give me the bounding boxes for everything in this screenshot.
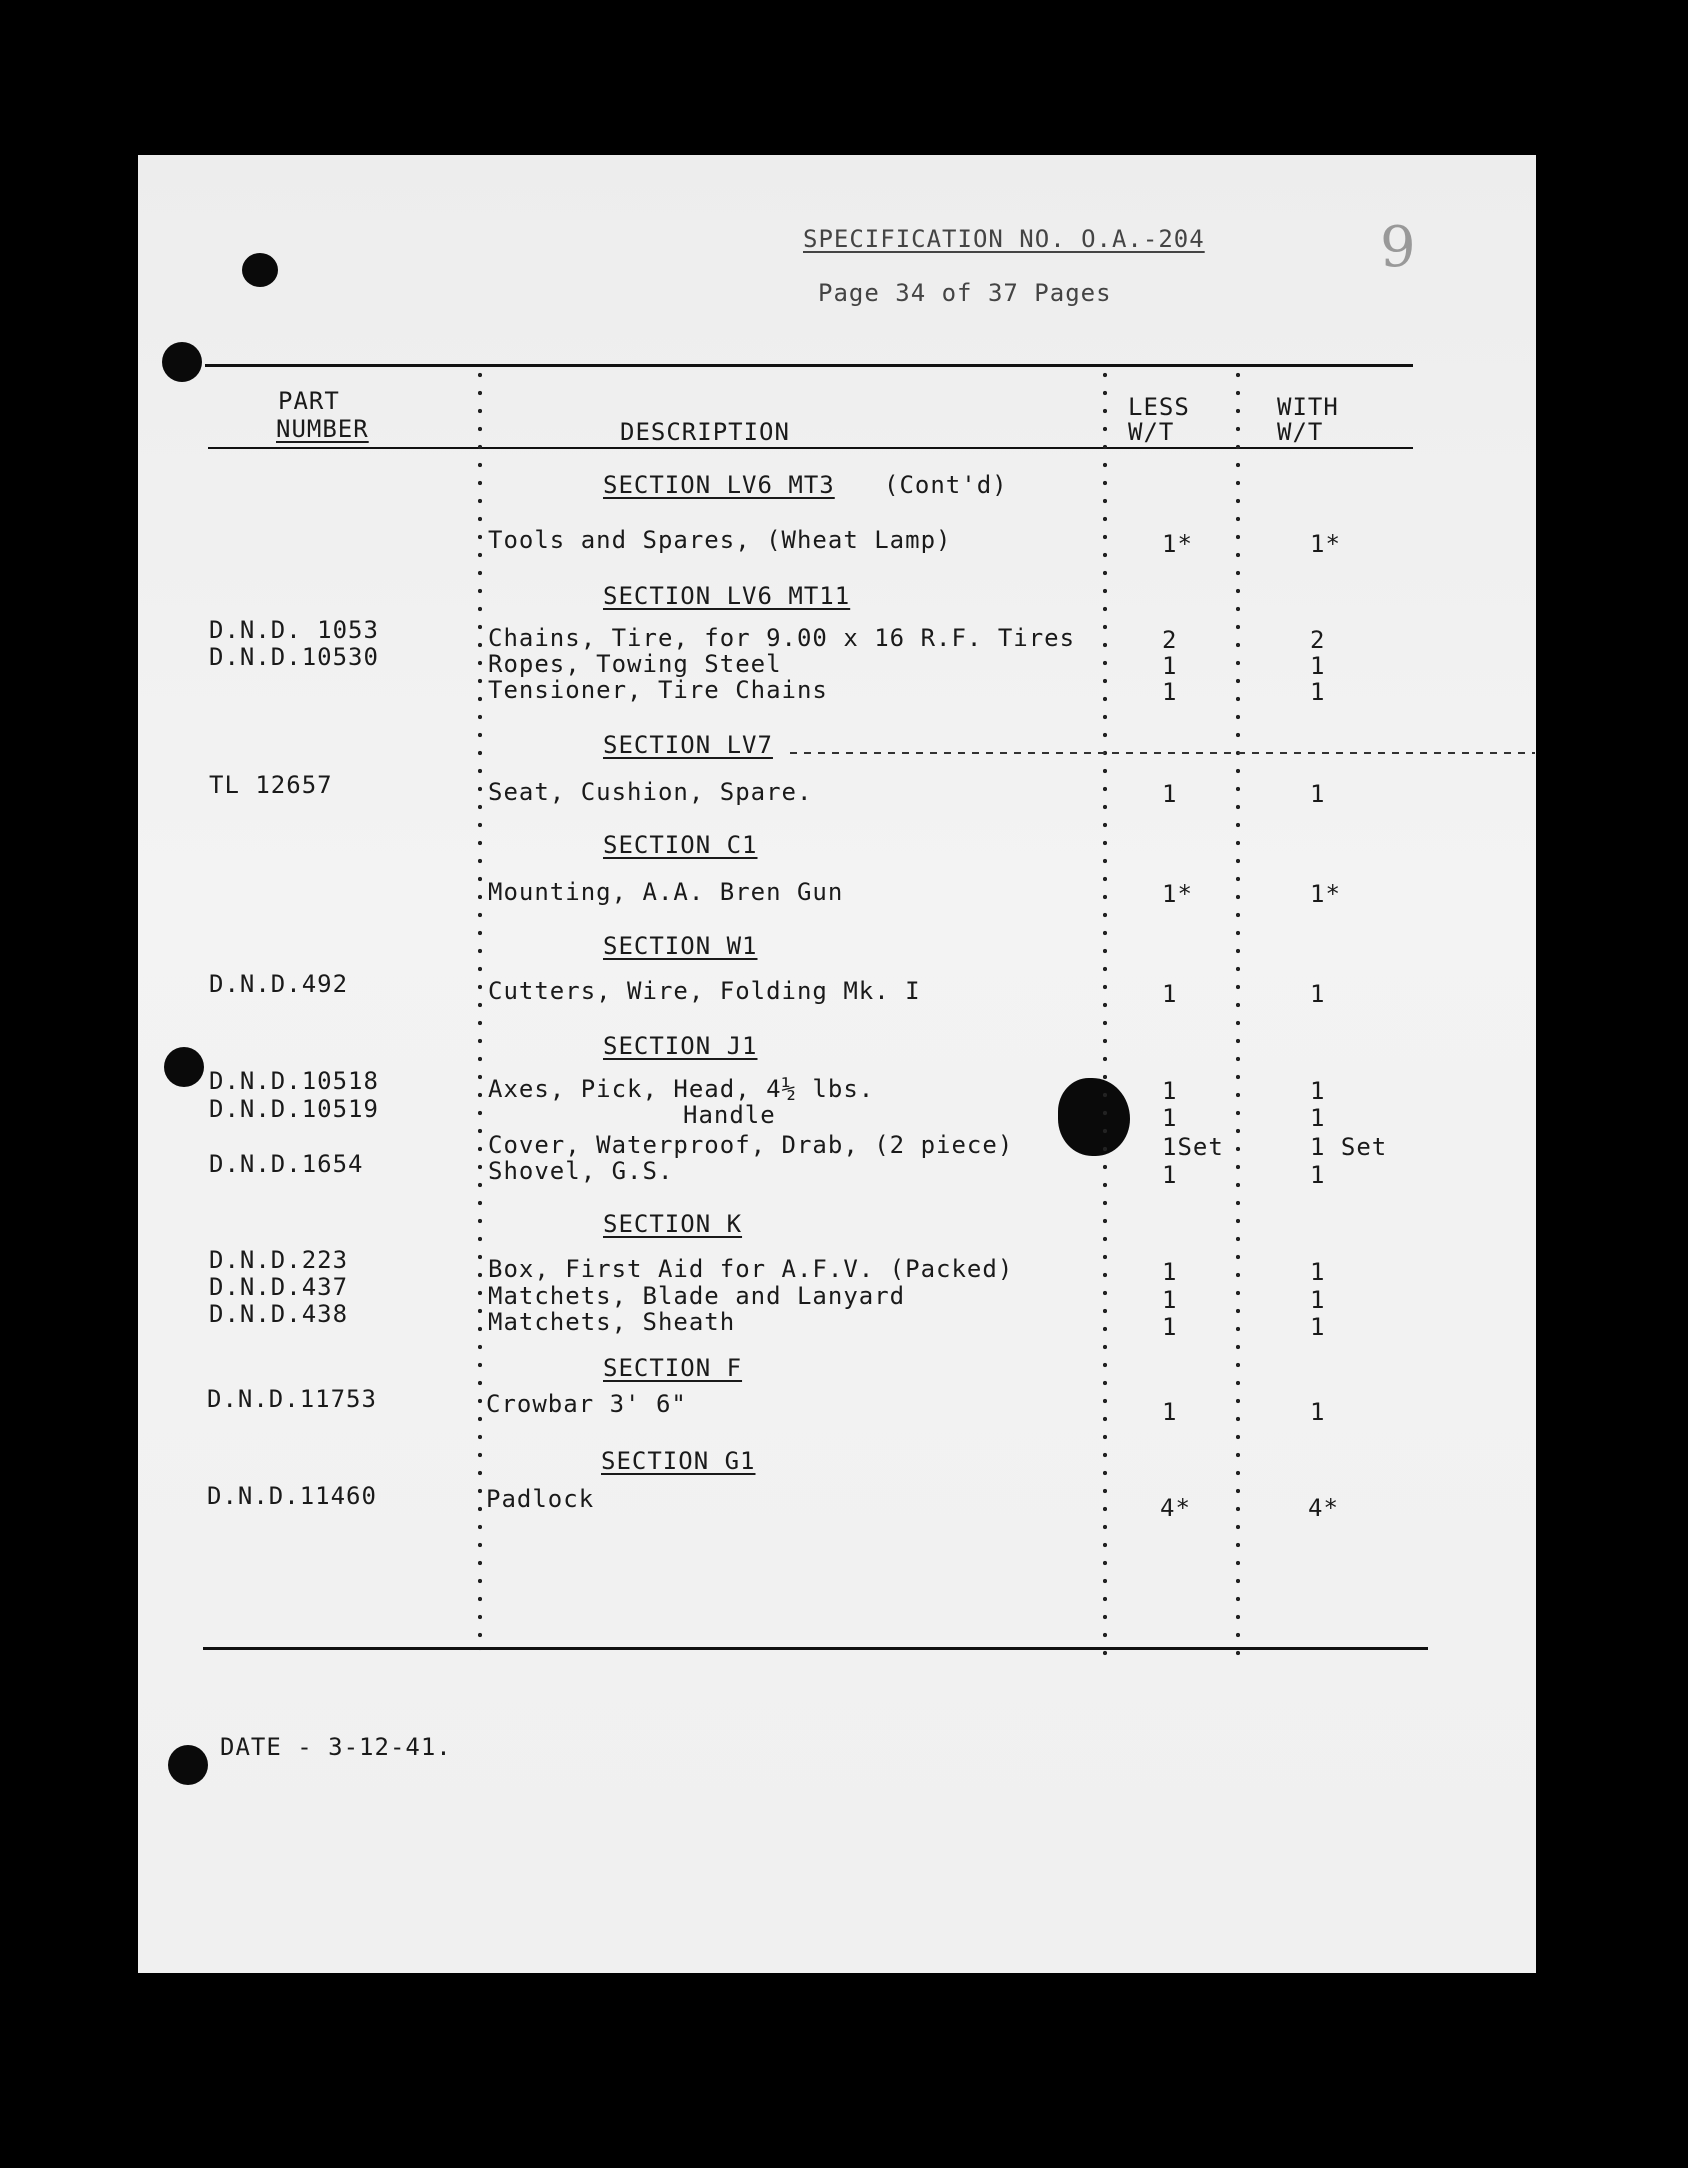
item-description: Matchets, Blade and Lanyard [488,1282,906,1310]
section-heading: SECTION G1 [601,1447,756,1475]
item-description: Cutters, Wire, Folding Mk. I [488,977,921,1005]
less-wt-qty: 1 [1162,1161,1178,1189]
part-header-line2: NUMBER [276,415,369,443]
part-number: D.N.D.10518 [209,1067,379,1095]
specification-number: SPECIFICATION NO. O.A.-204 [803,225,1205,253]
with-wt-qty: 2 [1310,626,1326,654]
part-header-line1: PART [278,387,340,415]
part-number: D.N.D.492 [209,970,349,998]
item-description: Handle [683,1101,776,1129]
item-description: Crowbar 3' 6" [486,1390,687,1418]
with-wt-qty: 1 [1310,1313,1326,1341]
item-description: Ropes, Towing Steel [488,650,782,678]
item-description: Cover, Waterproof, Drab, (2 piece) [488,1131,1014,1159]
with-wt-header-line2: W/T [1277,418,1324,446]
part-number: D.N.D.1654 [209,1150,364,1178]
part-number: D.N.D.10530 [209,643,379,671]
less-wt-qty: 1 [1162,1077,1178,1105]
less-wt-qty: 1 [1162,980,1178,1008]
section-heading: SECTION LV6 MT3 [603,471,835,499]
column-separator [1103,366,1107,1666]
item-description: Chains, Tire, for 9.00 x 16 R.F. Tires [488,624,1076,652]
item-description: Shovel, G.S. [488,1157,674,1185]
item-description: Mounting, A.A. Bren Gun [488,878,844,906]
document-date: DATE - 3-12-41. [220,1733,452,1761]
less-wt-qty: 1 [1162,678,1178,706]
item-description: Box, First Aid for A.F.V. (Packed) [488,1255,1014,1283]
header-bottom-rule [208,447,1413,449]
with-wt-qty: 1 [1310,1286,1326,1314]
with-wt-header-line1: WITH [1277,393,1339,421]
section-heading: SECTION J1 [603,1032,758,1060]
less-wt-qty: 1 [1162,1313,1178,1341]
punch-hole [164,1047,204,1087]
table-bottom-rule [203,1647,1428,1650]
less-wt-qty: 1 [1162,1104,1178,1132]
less-wt-qty: 1* [1162,530,1193,558]
with-wt-qty: 1* [1310,880,1341,908]
with-wt-qty: 1 [1310,652,1326,680]
part-number: TL 12657 [209,771,333,799]
less-wt-qty: 4* [1160,1494,1191,1522]
item-description: Seat, Cushion, Spare. [488,778,813,806]
item-description: Axes, Pick, Head, 4½ lbs. [488,1075,875,1103]
ink-blot [1058,1078,1130,1156]
part-number: D.N.D.10519 [209,1095,379,1123]
with-wt-qty: 1 [1310,1258,1326,1286]
section-heading: SECTION LV7 [603,731,773,759]
less-wt-header-line1: LESS [1128,393,1190,421]
with-wt-qty: 1 [1310,980,1326,1008]
with-wt-qty: 1 [1310,780,1326,808]
item-description: Tensioner, Tire Chains [488,676,828,704]
part-number: D.N.D.223 [209,1246,349,1274]
table-top-rule [205,364,1413,367]
less-wt-qty: 1 [1162,652,1178,680]
with-wt-qty: 4* [1308,1494,1339,1522]
part-number: D.N.D.438 [209,1300,349,1328]
description-header: DESCRIPTION [620,418,790,446]
with-wt-qty: 1 [1310,678,1326,706]
with-wt-qty: 1 [1310,1077,1326,1105]
column-separator [478,366,482,1651]
less-wt-qty: 1 [1162,1286,1178,1314]
less-wt-qty: 1 [1162,1258,1178,1286]
less-wt-qty: 1* [1162,880,1193,908]
section-heading: SECTION F [603,1354,743,1382]
item-description: Padlock [486,1485,595,1513]
part-number: D.N.D.11753 [207,1385,377,1413]
item-description: Tools and Spares, (Wheat Lamp) [488,526,952,554]
punch-hole [162,342,202,382]
section-heading-suffix: (Cont'd) [884,471,1008,499]
part-number: D.N.D.437 [209,1273,349,1301]
folio-number: 9 [1380,215,1417,280]
punch-hole [168,1745,208,1785]
less-wt-header-line2: W/T [1128,418,1175,446]
part-number: D.N.D. 1053 [209,616,379,644]
less-wt-qty: 1 [1162,780,1178,808]
section-heading: SECTION C1 [603,831,758,859]
section-heading: SECTION K [603,1210,743,1238]
item-description: Matchets, Sheath [488,1308,736,1336]
with-wt-qty: 1* [1310,530,1341,558]
with-wt-qty: 1 [1310,1161,1326,1189]
less-wt-qty: 1 [1162,1398,1178,1426]
punch-hole [242,253,278,287]
with-wt-qty: 1 Set [1310,1133,1388,1161]
with-wt-qty: 1 [1310,1398,1326,1426]
page-indicator: Page 34 of 37 Pages [818,279,1112,307]
less-wt-qty: 1Set [1162,1133,1224,1161]
section-heading: SECTION LV6 MT11 [603,582,851,610]
dashed-line [790,752,1535,754]
less-wt-qty: 2 [1162,626,1178,654]
column-separator [1236,366,1240,1666]
with-wt-qty: 1 [1310,1104,1326,1132]
part-number: D.N.D.11460 [207,1482,377,1510]
section-heading: SECTION W1 [603,932,758,960]
